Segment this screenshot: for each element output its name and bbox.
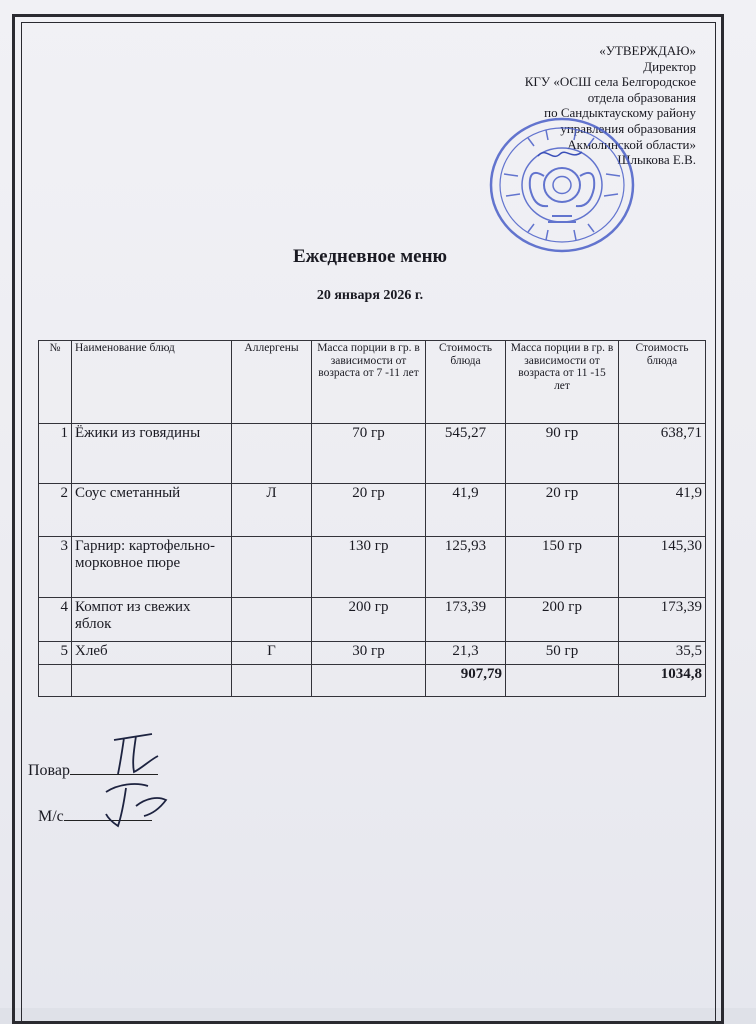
dish-name: Компот из свежих яблок	[72, 598, 232, 642]
mass-11-15: 50 гр	[506, 642, 619, 665]
cost-7-11: 545,27	[426, 424, 506, 484]
table-row	[39, 424, 706, 484]
official-stamp-icon	[488, 116, 636, 254]
document-date: 20 января 2026 г.	[316, 288, 424, 303]
cost-7-11: 125,93	[426, 537, 506, 598]
allergen: Л	[232, 484, 312, 537]
table-row	[39, 484, 706, 537]
mass-11-15: 90 гр	[506, 424, 619, 484]
dish-name: Соус сметанный	[72, 484, 232, 537]
approval-line: КГУ «ОСШ села Белгородское	[524, 74, 696, 90]
column-header-allergens: Аллергены	[232, 341, 312, 424]
totals-row	[39, 665, 706, 697]
empty-cell	[232, 665, 312, 697]
dish-name: Ёжики из говядины	[72, 424, 232, 484]
nurse-signature-icon	[96, 778, 176, 830]
cost-7-11: 41,9	[426, 484, 506, 537]
table-row	[39, 537, 706, 598]
approval-line: Шлыкова Е.В.	[617, 152, 696, 168]
row-number: 4	[39, 598, 72, 642]
empty-cell	[312, 665, 426, 697]
document-title: Ежедневное меню	[292, 246, 448, 267]
mass-7-11: 200 гр	[312, 598, 426, 642]
total-cost-11-15: 1034,8	[619, 665, 706, 697]
row-number: 3	[39, 537, 72, 598]
column-header-cost-11-15: Стоимость блюда	[619, 341, 706, 424]
column-header-cost-7-11: Стоимость блюда	[426, 341, 506, 424]
approval-line: отдела образования	[587, 89, 696, 105]
approval-line: Директор	[643, 58, 696, 74]
cook-label: Повар	[28, 762, 70, 779]
cook-signature-icon	[102, 730, 172, 778]
menu-table	[38, 340, 706, 697]
cost-7-11: 173,39	[426, 598, 506, 642]
table-header-row	[39, 341, 706, 424]
cost-11-15: 145,30	[619, 537, 706, 598]
mass-7-11: 30 гр	[312, 642, 426, 665]
allergen	[232, 537, 312, 598]
table-row	[39, 642, 706, 665]
empty-cell	[506, 665, 619, 697]
column-header-dish: Наименование блюд	[72, 341, 232, 424]
dish-name: Хлеб	[72, 642, 232, 665]
nurse-label: М/с	[38, 808, 64, 825]
cost-11-15: 638,71	[619, 424, 706, 484]
empty-cell	[39, 665, 72, 697]
column-header-mass-7-11: Масса порции в гр. в зависимости от возраста от 7 -11 лет	[312, 341, 426, 424]
mass-7-11: 70 гр	[312, 424, 426, 484]
mass-11-15: 20 гр	[506, 484, 619, 537]
mass-7-11: 130 гр	[312, 537, 426, 598]
approval-line: по Сандыктаускому району	[544, 105, 696, 121]
mass-11-15: 200 гр	[506, 598, 619, 642]
column-header-mass-11-15: Масса порции в гр. в зависимости от возраста от 11 -15 лет	[506, 341, 619, 424]
allergen	[232, 424, 312, 484]
approval-line: управления образования	[560, 120, 696, 136]
approval-line: Акмолинской области»	[567, 136, 696, 152]
row-number: 2	[39, 484, 72, 537]
mass-11-15: 150 гр	[506, 537, 619, 598]
cost-11-15: 41,9	[619, 484, 706, 537]
table-row	[39, 598, 706, 642]
allergen	[232, 598, 312, 642]
cost-11-15: 35,5	[619, 642, 706, 665]
cost-11-15: 173,39	[619, 598, 706, 642]
approval-line: «УТВЕРЖДАЮ»	[599, 43, 696, 58]
allergen: Г	[232, 642, 312, 665]
row-number: 1	[39, 424, 72, 484]
row-number: 5	[39, 642, 72, 665]
dish-name: Гарнир: картофельно-морковное пюре	[72, 537, 232, 598]
cost-7-11: 21,3	[426, 642, 506, 665]
total-cost-7-11: 907,79	[426, 665, 506, 697]
mass-7-11: 20 гр	[312, 484, 426, 537]
empty-cell	[72, 665, 232, 697]
column-header-number: №	[39, 341, 72, 424]
